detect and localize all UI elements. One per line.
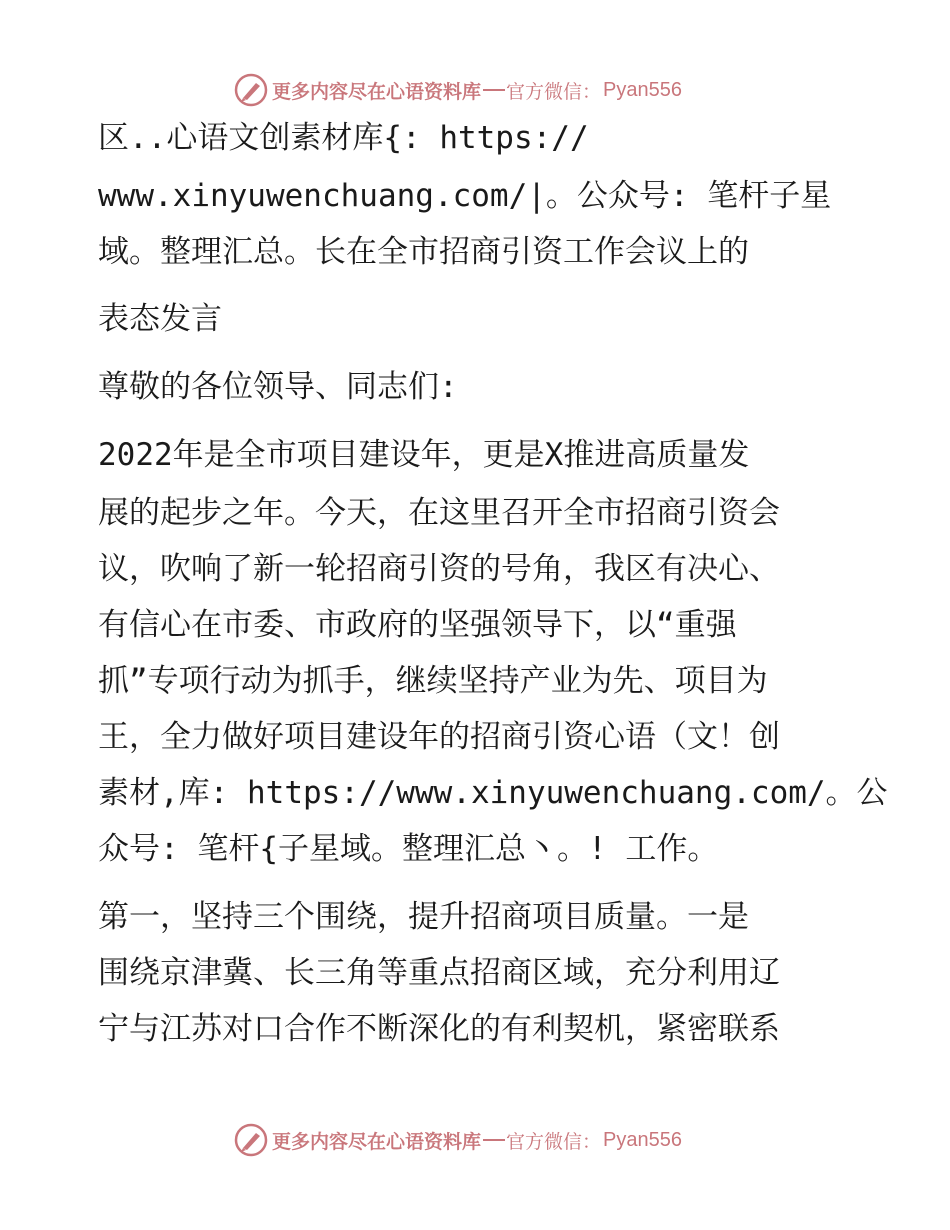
banner-divider (483, 89, 505, 91)
text-line: 表态发言 (98, 301, 222, 337)
text-line: 抓”专项行动为抓手，继续坚持产业为先、项目为 (98, 663, 768, 699)
header-banner (234, 73, 682, 107)
banner-title: 更多内容尽在心语资料库 (272, 80, 482, 103)
pen-logo-icon (234, 73, 268, 107)
text-line: 展的起步之年。今天，在这里召开全市招商引资会 (98, 495, 780, 531)
text-line: 有信心在市委、市政府的坚强领导下，以“重强 (98, 607, 737, 643)
text-line: 区..心语文创素材库{: https:// (98, 120, 589, 156)
text-line: 素材,库: https://www.xinyuwenchuang.com/。公 (98, 775, 888, 811)
text-line: 众号: 笔杆{子星域。整理汇总丶。! 工作。 (98, 831, 719, 867)
document-body (98, 120, 888, 1047)
banner-divider (483, 1139, 505, 1141)
text-line: 围绕京津冀、长三角等重点招商区域，充分利用辽 (98, 955, 780, 991)
text-line: 议，吹响了新一轮招商引资的号角，我区有决心、 (98, 551, 780, 587)
banner-wechat-id: Pyan556 (603, 1128, 682, 1151)
banner-wechat-id: Pyan556 (603, 78, 682, 101)
text-line: 2022年是全市项目建设年，更是X推进高质量发 (98, 437, 750, 473)
text-line: www.xinyuwenchuang.com/|。公众号: 笔杆子星 (98, 178, 832, 214)
text-line: 域。整理汇总。长在全市招商引资工作会议上的 (98, 234, 749, 270)
text-line: 第一，坚持三个围绕，提升招商项目质量。一是 (98, 899, 749, 935)
banner-title: 更多内容尽在心语资料库 (272, 1130, 482, 1153)
text-line: 王，全力做好项目建设年的招商引资心语（文！创 (98, 719, 780, 755)
text-line: 宁与江苏对口合作不断深化的有利契机，紧密联系 (98, 1011, 780, 1047)
pen-logo-icon (234, 1123, 268, 1157)
footer-banner (234, 1123, 682, 1157)
banner-wechat-label: 官方微信： (506, 1130, 602, 1153)
banner-wechat-label: 官方微信： (506, 80, 602, 103)
text-line: 尊敬的各位领导、同志们: (98, 369, 458, 405)
